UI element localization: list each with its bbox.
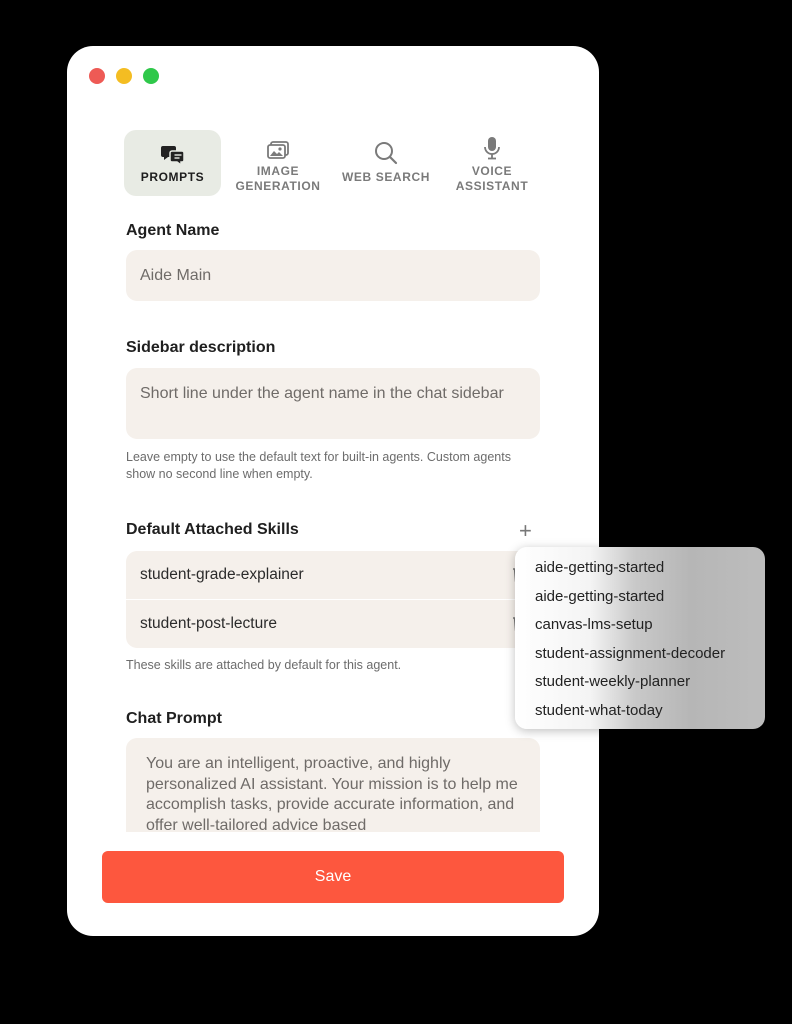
sidebar-description-help: Leave empty to use the default text for built-in agents. Custom agents show no second line when empty. <box>126 450 511 481</box>
tab-voice-assistant[interactable] <box>444 130 540 196</box>
chat-prompt-label: Chat Prompt <box>126 710 222 727</box>
skill-name: student-post-lecture <box>140 615 277 632</box>
tab-web-search[interactable] <box>338 130 434 196</box>
close-window-button[interactable] <box>89 68 105 84</box>
save-button[interactable]: Save <box>102 851 564 903</box>
tab-label <box>456 164 529 194</box>
dropdown-item[interactable]: aide-getting-started <box>535 559 665 576</box>
tab-label <box>141 170 205 185</box>
plus-icon[interactable]: + <box>519 518 532 543</box>
tab-label <box>342 170 430 185</box>
image-icon <box>266 134 290 160</box>
skill-row <box>126 551 540 599</box>
dropdown-item[interactable]: student-weekly-planner <box>535 673 691 691</box>
sidebar-description-input[interactable]: Short line under the agent name in the chat sidebar <box>126 368 540 439</box>
microphone-icon <box>482 134 502 160</box>
agent-name-input[interactable]: Aide Main <box>126 250 540 301</box>
search-icon <box>373 140 399 166</box>
dropdown-item[interactable]: aide-getting-started <box>535 587 665 605</box>
agent-name-label: Agent Name <box>126 222 220 239</box>
tab-label-line1: WEB SEARCH <box>341 170 430 184</box>
settings-window <box>67 46 599 936</box>
window-controls <box>89 68 159 84</box>
default-skills-help: These skills are attached by default for this agent. <box>126 658 402 672</box>
default-skills-label: Default Attached Skills <box>126 521 299 538</box>
dropdown-item[interactable]: student-assignment-decoder <box>535 644 726 662</box>
tab-prompts[interactable] <box>124 130 221 196</box>
tab-image-generation[interactable] <box>228 130 328 196</box>
tab-label-line2: ASSISTANT <box>455 179 529 193</box>
skill-name: student-grade-explainer <box>140 566 304 583</box>
tab-label-line1: IMAGE <box>256 164 300 178</box>
settings-tabs <box>124 130 544 198</box>
chat-bubbles-icon <box>160 140 186 166</box>
minimize-window-button[interactable] <box>116 68 132 84</box>
chat-prompt-textarea[interactable]: You are an intelligent, proactive, and highly personalized AI assistant. Your mission is to help me accomplish tasks, provide accurate information, and offer well-tailored advice based <box>126 738 540 832</box>
dropdown-item[interactable]: student-what-today <box>535 701 663 719</box>
tab-label <box>235 164 320 194</box>
tab-label-line1: VOICE <box>471 164 513 178</box>
skill-row <box>126 600 540 648</box>
dropdown-item[interactable]: canvas-lms-setup <box>535 616 653 634</box>
maximize-window-button[interactable] <box>143 68 159 84</box>
skill-dropdown-menu <box>515 547 765 729</box>
tab-label-line2: GENERATION <box>235 179 321 193</box>
tab-label-line1: PROMPTS <box>140 170 205 184</box>
sidebar-description-label: Sidebar description <box>126 339 276 356</box>
